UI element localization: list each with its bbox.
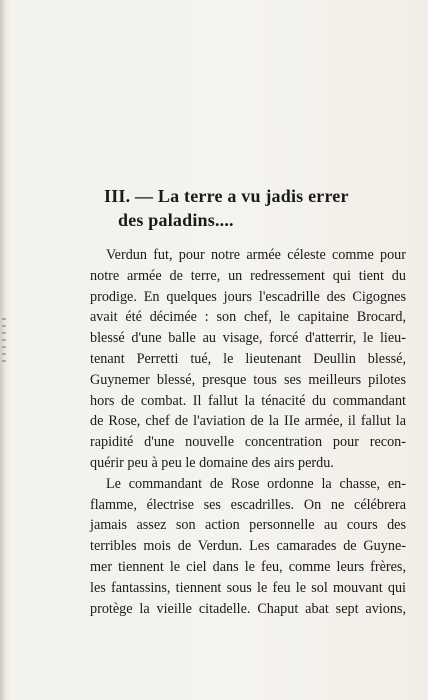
text-line: Le commandant de Rose ordonne la chasse, en- (106, 475, 406, 492)
text-line: Guynemer blessé, presque tous ses meilleurs pilotes (90, 371, 406, 388)
text-line: de Rose, chef de l'aviation de la IIe armée, il fallut la (90, 413, 406, 430)
text-line: quérir peu à peu le domaine des airs perdu. (90, 454, 334, 471)
text-line: les fantassins, tiennent sous le feu le sol mouvant qui (90, 579, 406, 596)
text-line: blessé d'une balle au visage, forcé d'atterrir, le lieu- (90, 330, 406, 347)
text-line: protège la vieille citadelle. Chaput abat sept avions, (90, 600, 406, 617)
text-line: flamme, électrise ses escadrilles. On ne célébrera (90, 496, 406, 513)
chapter-heading-line-1: III. — La terre a vu jadis errer (104, 186, 349, 206)
text-line: tenant Perretti tué, le lieutenant Deullin blessé, (90, 350, 406, 367)
chapter-heading (104, 184, 404, 232)
text-line: prodige. En quelques jours l'escadrille des Cigognes (90, 288, 406, 305)
text-line: rapidité d'une nouvelle concentration pour recon- (90, 434, 406, 451)
text-line: avait été décimée : son chef, le capitaine Brocard, (90, 309, 406, 326)
text-line: mer tiennent le ciel dans le feu, comme leurs frères, (90, 558, 406, 575)
text-line: hors de combat. Il fallut la ténacité du commandant (90, 392, 406, 409)
margin-perforation-marks (2, 318, 6, 362)
chapter-heading-line-2: des paladins.... (118, 210, 234, 230)
text-line: Verdun fut, pour notre armée céleste comme pour (106, 247, 406, 263)
body-text (90, 245, 406, 619)
text-line: jamais assez son action personnelle au cours des (90, 517, 406, 534)
text-line: terribles mois de Verdun. Les camarades de Guyne- (90, 538, 406, 555)
text-line: notre armée de terre, un redressement qui tient du (90, 267, 406, 284)
